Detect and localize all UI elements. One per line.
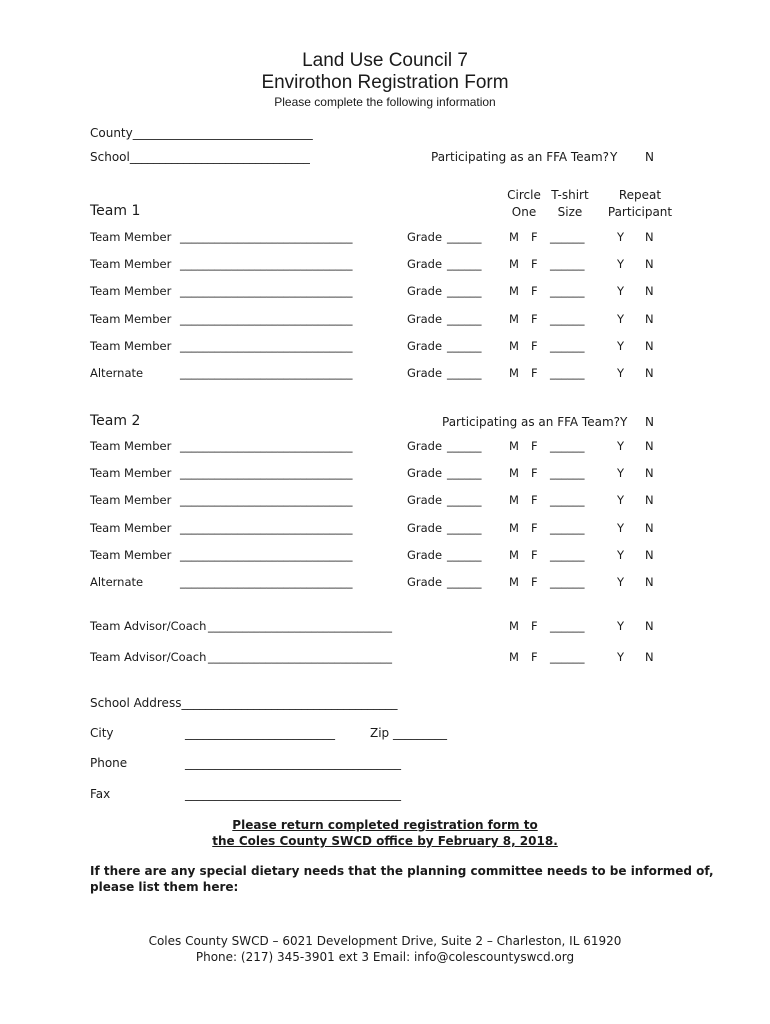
tshirt-size-field[interactable]: ______: [550, 338, 585, 353]
gender-m-option[interactable]: M: [509, 284, 519, 299]
member-label: Team Member: [90, 230, 172, 244]
gender-f-option[interactable]: F: [531, 575, 538, 589]
team2-ffa-yes-option[interactable]: Y: [620, 415, 628, 429]
repeat-no-option[interactable]: N: [645, 257, 654, 272]
member-name-field[interactable]: ______________________________: [180, 575, 353, 589]
member-name-field[interactable]: ______________________________: [180, 493, 353, 508]
tshirt-size-field[interactable]: ______: [550, 230, 585, 244]
repeat-yes-option[interactable]: Y: [617, 520, 625, 535]
gender-f-option[interactable]: F: [531, 284, 538, 299]
tshirt-size-field[interactable]: ______: [550, 520, 585, 535]
return-notice-line2: the Coles County SWCD office by February 8, 2018.: [212, 834, 558, 848]
roster-row: [0, 284, 770, 302]
roster-row: [0, 521, 770, 539]
gender-f-option[interactable]: F: [531, 493, 538, 508]
return-notice-line1: Please return completed registration form to: [232, 818, 538, 832]
member-label: Team Member: [90, 466, 172, 481]
gender-f-option[interactable]: F: [531, 650, 538, 664]
roster-row: [0, 439, 770, 457]
grade-label: Grade: [407, 575, 443, 589]
grade-label: Grade: [407, 547, 443, 562]
repeat-yes-option[interactable]: Y: [617, 575, 625, 589]
tshirt-size-field[interactable]: ______: [550, 493, 585, 508]
ffa-no-option[interactable]: N: [645, 150, 654, 164]
gender-m-option[interactable]: M: [509, 439, 519, 453]
grade-label: Grade: [407, 493, 443, 508]
gender-f-option[interactable]: F: [531, 230, 538, 244]
repeat-yes-option[interactable]: Y: [617, 366, 625, 380]
zip-field[interactable]: Zip _________: [370, 726, 447, 740]
gender-m-option[interactable]: M: [509, 650, 519, 664]
grade-field[interactable]: ______: [447, 284, 482, 299]
ffa-yes-option[interactable]: Y: [610, 150, 618, 164]
form-title: Land Use Council 7: [302, 50, 468, 71]
repeat-no-option[interactable]: N: [645, 284, 654, 299]
gender-f-option[interactable]: F: [531, 439, 538, 453]
member-label: Team Member: [90, 284, 172, 299]
tshirt-size-field[interactable]: ______: [550, 547, 585, 562]
roster-row: [0, 548, 770, 566]
gender-m-option[interactable]: M: [509, 493, 519, 508]
team2-title: Team 2: [90, 413, 141, 429]
advisor-label: Team Advisor/Coach: [90, 650, 207, 664]
tshirt-size-field[interactable]: ______: [550, 366, 585, 380]
advisor-label: Team Advisor/Coach: [90, 619, 207, 633]
tshirt-size-field[interactable]: ______: [550, 466, 585, 481]
grade-field[interactable]: ______: [447, 466, 482, 481]
member-name-field[interactable]: ______________________________: [180, 520, 353, 535]
repeat-yes-option[interactable]: Y: [617, 466, 625, 481]
tshirt-size-field[interactable]: ______: [550, 439, 585, 453]
gender-f-option[interactable]: F: [531, 547, 538, 562]
form-subtitle: Envirothon Registration Form: [261, 72, 509, 93]
repeat-no-option[interactable]: N: [645, 575, 654, 589]
fax-label: Fax: [90, 787, 111, 801]
grade-label: Grade: [407, 230, 443, 244]
form-instruction: Please complete the following information: [274, 95, 496, 109]
grade-label: Grade: [407, 284, 443, 299]
gender-f-option[interactable]: F: [531, 366, 538, 380]
member-name-field[interactable]: ______________________________: [180, 284, 353, 299]
repeat-yes-option[interactable]: Y: [617, 311, 625, 326]
grade-field[interactable]: ______: [447, 311, 482, 326]
gender-f-option[interactable]: F: [531, 520, 538, 535]
repeat-yes-option[interactable]: Y: [617, 547, 625, 562]
city-label: City: [90, 726, 114, 740]
roster-row: [0, 312, 770, 330]
grade-field[interactable]: ______: [447, 493, 482, 508]
gender-m-option[interactable]: M: [509, 338, 519, 353]
grade-field[interactable]: ______: [447, 547, 482, 562]
repeat-no-option[interactable]: N: [645, 619, 654, 633]
repeat-no-option[interactable]: N: [645, 493, 654, 508]
gender-m-option[interactable]: M: [509, 619, 519, 633]
repeat-yes-option[interactable]: Y: [617, 650, 625, 664]
footer-address: Coles County SWCD – 6021 Development Drive, Suite 2 – Charleston, IL 61920: [148, 934, 622, 948]
roster-row: [0, 493, 770, 511]
member-name-field[interactable]: ______________________________: [180, 338, 353, 353]
member-name-field[interactable]: ______________________________: [180, 257, 353, 272]
dietary-prompt-line2: please list them here:: [90, 880, 239, 894]
member-label: Team Member: [90, 311, 172, 326]
grade-label: Grade: [407, 257, 443, 272]
team1-title: Team 1: [90, 203, 141, 219]
tshirt-size-field[interactable]: ______: [550, 575, 585, 589]
circle-header-line2: One: [511, 205, 537, 219]
gender-f-option[interactable]: F: [531, 257, 538, 272]
member-label: Team Member: [90, 547, 172, 562]
repeat-yes-option[interactable]: Y: [617, 284, 625, 299]
repeat-no-option[interactable]: N: [645, 439, 654, 453]
gender-f-option[interactable]: F: [531, 338, 538, 353]
member-name-field[interactable]: ______________________________: [180, 466, 353, 481]
repeat-yes-option[interactable]: Y: [617, 619, 625, 633]
advisor-name-field[interactable]: ________________________________: [208, 619, 392, 633]
advisor-name-field[interactable]: ________________________________: [208, 650, 392, 664]
grade-label: Grade: [407, 311, 443, 326]
grade-field[interactable]: ______: [447, 257, 482, 272]
roster-row: [0, 339, 770, 357]
circle-header-line1: Circle: [507, 188, 541, 202]
roster-row: [0, 466, 770, 484]
gender-m-option[interactable]: M: [509, 366, 519, 380]
grade-label: Grade: [407, 366, 443, 380]
dietary-prompt-line1: If there are any special dietary needs that the planning committee needs to be informed of,: [90, 864, 714, 878]
roster-row: [0, 230, 770, 248]
member-label: Alternate: [90, 575, 144, 589]
repeat-yes-option[interactable]: Y: [617, 338, 625, 353]
repeat-yes-option[interactable]: Y: [617, 230, 625, 244]
repeat-no-option[interactable]: N: [645, 520, 654, 535]
roster-row: [0, 257, 770, 275]
repeat-no-option[interactable]: N: [645, 338, 654, 353]
gender-m-option[interactable]: M: [509, 466, 519, 481]
roster-row: [0, 575, 770, 593]
grade-label: Grade: [407, 520, 443, 535]
gender-m-option[interactable]: M: [509, 257, 519, 272]
advisor-row: [0, 619, 770, 637]
phone-field[interactable]: ____________________________________: [185, 756, 401, 770]
repeat-no-option[interactable]: N: [645, 547, 654, 562]
ffa-question-label: Participating as an FFA Team?: [431, 150, 610, 164]
tshirt-size-field[interactable]: ______: [550, 257, 585, 272]
repeat-no-option[interactable]: N: [645, 230, 654, 244]
tshirt-size-field[interactable]: ______: [550, 284, 585, 299]
repeat-header-line2: Participant: [607, 205, 673, 219]
tshirt-header-line1: T-shirt: [551, 188, 589, 202]
team2-ffa-question-label: Participating as an FFA Team?: [442, 415, 621, 429]
member-label: Alternate: [90, 366, 144, 380]
county-field[interactable]: County______________________________: [90, 126, 313, 140]
team2-ffa-no-option[interactable]: N: [645, 415, 654, 429]
grade-field[interactable]: ______: [447, 230, 482, 244]
member-label: Team Member: [90, 520, 172, 535]
gender-m-option[interactable]: M: [509, 311, 519, 326]
repeat-no-option[interactable]: N: [645, 466, 654, 481]
footer-contact: Phone: (217) 345-3901 ext 3 Email: info@colescountyswcd.org: [195, 950, 575, 964]
repeat-yes-option[interactable]: Y: [617, 439, 625, 453]
grade-field[interactable]: ______: [447, 575, 482, 589]
gender-m-option[interactable]: M: [509, 575, 519, 589]
grade-field[interactable]: ______: [447, 520, 482, 535]
city-field[interactable]: _________________________: [185, 726, 335, 740]
fax-field[interactable]: ____________________________________: [185, 787, 401, 801]
gender-m-option[interactable]: M: [509, 230, 519, 244]
grade-label: Grade: [407, 466, 443, 481]
phone-label: Phone: [90, 756, 128, 770]
member-name-field[interactable]: ______________________________: [180, 439, 353, 453]
repeat-no-option[interactable]: N: [645, 311, 654, 326]
member-label: Team Member: [90, 257, 172, 272]
tshirt-header-line2: Size: [557, 205, 583, 219]
repeat-yes-option[interactable]: Y: [617, 493, 625, 508]
grade-field[interactable]: ______: [447, 439, 482, 453]
repeat-no-option[interactable]: N: [645, 650, 654, 664]
gender-f-option[interactable]: F: [531, 619, 538, 633]
gender-f-option[interactable]: F: [531, 311, 538, 326]
repeat-no-option[interactable]: N: [645, 366, 654, 380]
grade-field[interactable]: ______: [447, 366, 482, 380]
grade-label: Grade: [407, 439, 443, 453]
repeat-header-line1: Repeat: [618, 188, 662, 202]
tshirt-size-field[interactable]: ______: [550, 311, 585, 326]
tshirt-size-field[interactable]: ______: [550, 619, 585, 633]
gender-m-option[interactable]: M: [509, 520, 519, 535]
member-name-field[interactable]: ______________________________: [180, 547, 353, 562]
tshirt-size-field[interactable]: ______: [550, 650, 585, 664]
member-name-field[interactable]: ______________________________: [180, 366, 353, 380]
member-label: Team Member: [90, 493, 172, 508]
repeat-yes-option[interactable]: Y: [617, 257, 625, 272]
advisor-row: [0, 650, 770, 668]
member-label: Team Member: [90, 338, 172, 353]
member-name-field[interactable]: ______________________________: [180, 311, 353, 326]
grade-field[interactable]: ______: [447, 338, 482, 353]
gender-m-option[interactable]: M: [509, 547, 519, 562]
school-field[interactable]: School______________________________: [90, 150, 310, 164]
gender-f-option[interactable]: F: [531, 466, 538, 481]
roster-row: [0, 366, 770, 384]
member-name-field[interactable]: ______________________________: [180, 230, 353, 244]
member-label: Team Member: [90, 439, 172, 453]
school-address-field[interactable]: School Address____________________________________: [90, 696, 398, 710]
grade-label: Grade: [407, 338, 443, 353]
